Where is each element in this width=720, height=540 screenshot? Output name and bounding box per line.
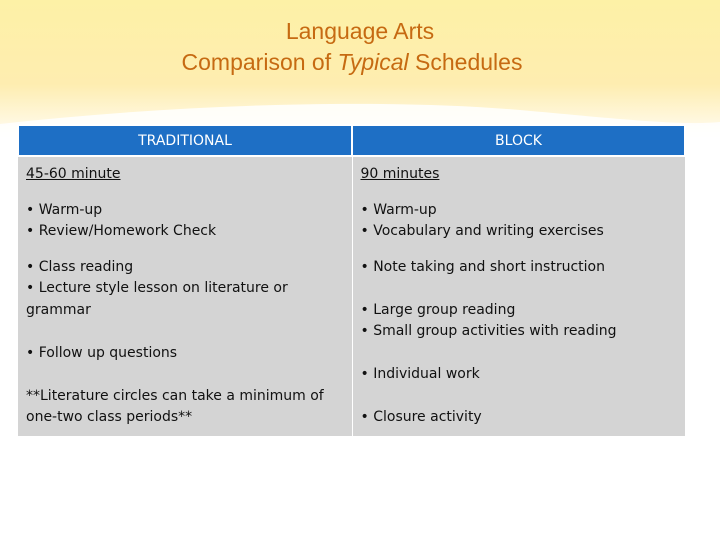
list-item: • Note taking and short instruction — [360, 258, 605, 275]
cell-block-opening — [352, 193, 685, 250]
list-item: • Follow up questions — [26, 344, 178, 361]
list-item: • Closure activity — [360, 409, 482, 425]
cell-traditional-opening — [18, 193, 352, 250]
list-item: • Lecture style lesson on literature or — [26, 280, 288, 296]
table-row-main — [18, 250, 685, 436]
table-row-duration — [18, 156, 685, 193]
title-line-2-italic: Typical — [337, 49, 409, 75]
note-line: one-two class periods** — [26, 409, 193, 425]
list-item: • Individual work — [360, 366, 480, 382]
title-line-2-suffix: Schedules — [408, 49, 523, 75]
duration-block: 90 minutes — [360, 166, 440, 182]
spacer — [361, 278, 678, 300]
note-line: **Literature circles can take a minimum of — [26, 387, 324, 404]
spacer — [26, 321, 344, 343]
list-item: • Vocabulary and writing exercises — [360, 223, 604, 239]
list-item: • Warm-up — [26, 201, 103, 218]
spacer — [361, 386, 678, 408]
cell-block-main — [352, 250, 685, 436]
list-item: • Warm-up — [360, 201, 437, 218]
schedule-comparison-table — [17, 124, 686, 436]
list-item-continuation: grammar — [26, 301, 91, 318]
cell-block-duration — [352, 156, 685, 193]
duration-traditional: 45-60 minute — [26, 166, 121, 182]
spacer — [361, 343, 678, 365]
header-block: BLOCK — [352, 125, 685, 156]
title-line-2-prefix: Comparison of — [181, 49, 338, 75]
header-traditional: TRADITIONAL — [18, 125, 352, 156]
list-item: • Small group activities with reading — [360, 323, 617, 339]
spacer — [26, 364, 344, 386]
table-header-row — [18, 125, 685, 156]
title-line-1: Language Arts — [285, 18, 435, 44]
cell-traditional-duration — [18, 156, 352, 193]
title-line-2 — [0, 47, 720, 78]
list-item: • Class reading — [26, 258, 134, 275]
list-item: • Large group reading — [360, 301, 516, 318]
list-item: • Review/Homework Check — [26, 223, 217, 239]
cell-traditional-main — [18, 250, 352, 436]
table-row-opening — [18, 193, 685, 250]
slide-title — [0, 16, 720, 78]
